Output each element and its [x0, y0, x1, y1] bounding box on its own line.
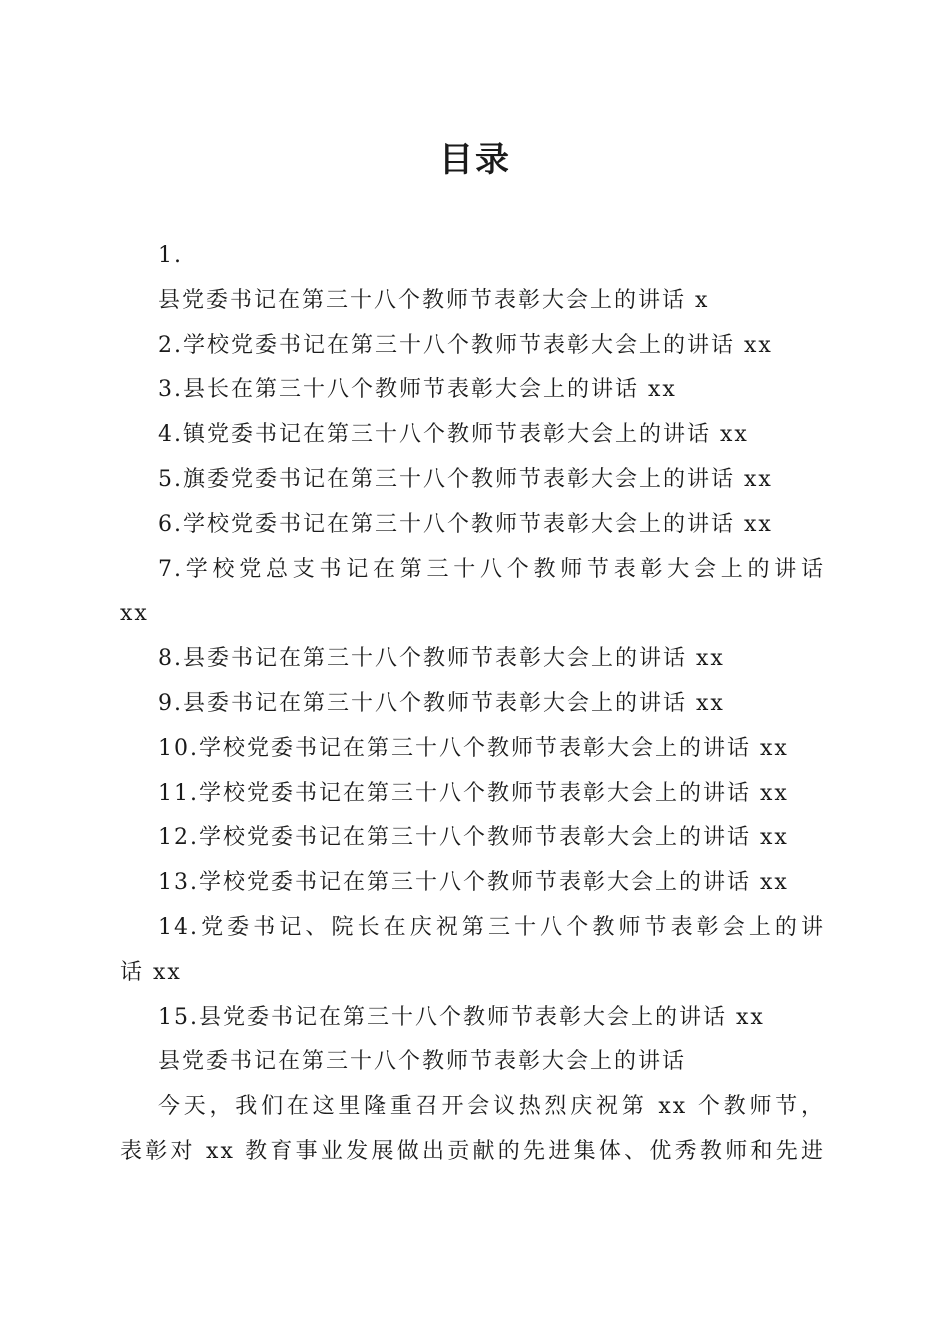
- page-title: 目录: [439, 140, 511, 180]
- toc-line-continuation: xx: [120, 601, 149, 627]
- toc-line: 14.党委书记、院长在庆祝第三十八个教师节表彰会上的讲: [158, 914, 825, 940]
- toc-line: 4.镇党委书记在第三十八个教师节表彰大会上的讲话 xx: [158, 422, 749, 448]
- toc-line: 县党委书记在第三十八个教师节表彰大会上的讲话 x: [158, 287, 710, 313]
- toc-line: 13.学校党委书记在第三十八个教师节表彰大会上的讲话 xx: [158, 870, 789, 896]
- section-heading: 县党委书记在第三十八个教师节表彰大会上的讲话: [158, 1049, 687, 1075]
- toc-line: 5.旗委党委书记在第三十八个教师节表彰大会上的讲话 xx: [158, 466, 773, 492]
- toc-line-continuation: 话 xx: [120, 959, 182, 985]
- toc-line: 9.县委书记在第三十八个教师节表彰大会上的讲话 xx: [158, 690, 725, 716]
- toc-line: 12.学校党委书记在第三十八个教师节表彰大会上的讲话 xx: [158, 825, 789, 851]
- toc-line: 3.县长在第三十八个教师节表彰大会上的讲话 xx: [158, 377, 677, 403]
- body-paragraph-line: 今天，我们在这里隆重召开会议热烈庆祝第 xx 个教师节，: [158, 1094, 825, 1120]
- toc-line: 6.学校党委书记在第三十八个教师节表彰大会上的讲话 xx: [158, 511, 773, 537]
- toc-line: 2.学校党委书记在第三十八个教师节表彰大会上的讲话 xx: [158, 332, 773, 358]
- toc-content: [120, 234, 825, 1175]
- toc-line: 8.县委书记在第三十八个教师节表彰大会上的讲话 xx: [158, 646, 725, 672]
- toc-line: 10.学校党委书记在第三十八个教师节表彰大会上的讲话 xx: [158, 735, 789, 761]
- toc-line: 7.学校党总支书记在第三十八个教师节表彰大会上的讲话: [158, 556, 825, 582]
- body-paragraph-line: 表彰对 xx 教育事业发展做出贡献的先进集体、优秀教师和先进: [120, 1138, 825, 1164]
- toc-line: 11.学校党委书记在第三十八个教师节表彰大会上的讲话 xx: [158, 780, 789, 806]
- toc-line: 1.: [158, 243, 183, 268]
- toc-line: 15.县党委书记在第三十八个教师节表彰大会上的讲话 xx: [158, 1004, 765, 1030]
